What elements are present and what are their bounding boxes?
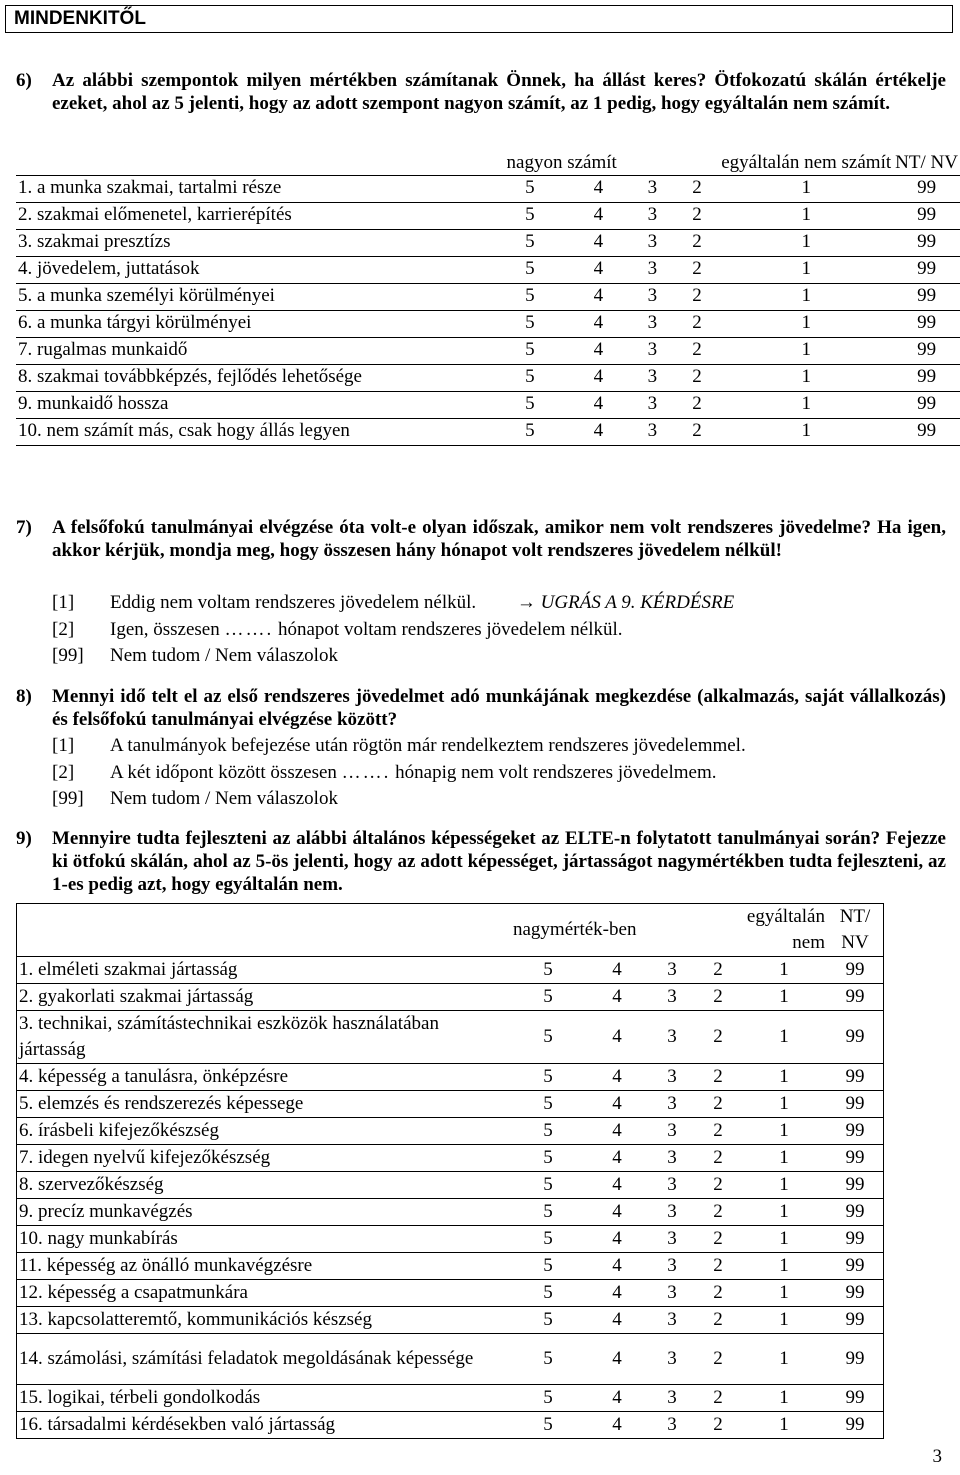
scale-head-nt: NT/ NV (827, 904, 884, 957)
rating-option-4[interactable]: 4 (593, 393, 604, 415)
rating-option-4[interactable]: 4 (593, 285, 604, 307)
rating-table-q6 (16, 152, 960, 446)
rating-option-2[interactable]: 2 (692, 285, 702, 307)
rating-option-1[interactable]: 1 (801, 312, 811, 334)
rating-option-1[interactable]: 1 (741, 1226, 827, 1253)
item-label: 2. gyakorlati szakmai jártasság (17, 984, 512, 1011)
table-row (17, 1145, 884, 1172)
rating-option-3[interactable]: 3 (649, 1280, 695, 1307)
table-row (16, 337, 960, 364)
question-8 (16, 686, 946, 732)
rating-option-4[interactable]: 4 (585, 1091, 649, 1118)
rating-option-1[interactable]: 1 (741, 1253, 827, 1280)
item-label: 7. idegen nyelvű kifejezőkészség (17, 1145, 512, 1172)
rating-option-4[interactable]: 4 (593, 177, 604, 199)
table-row (17, 1011, 884, 1064)
rating-option-4[interactable]: 4 (585, 1253, 649, 1280)
rating-option-1[interactable]: 1 (741, 1199, 827, 1226)
question-number: 6) (16, 70, 32, 91)
item-label: 13. kapcsolatteremtő, kommunikációs készség (17, 1307, 512, 1334)
rating-option-3[interactable]: 3 (649, 1145, 695, 1172)
rating-option-3[interactable]: 3 (647, 204, 658, 226)
months-blank[interactable]: ……. (224, 619, 274, 640)
rating-option-4[interactable]: 4 (593, 366, 604, 388)
rating-option-3[interactable]: 3 (649, 1118, 695, 1145)
item-label: 3. szakmai presztízs (18, 231, 171, 253)
rating-option-99[interactable]: 99 (827, 1385, 884, 1412)
rating-option-2[interactable]: 2 (695, 1226, 741, 1253)
item-label: 6. írásbeli kifejezőkészség (17, 1118, 512, 1145)
rating-option-1[interactable]: 1 (741, 984, 827, 1011)
rating-option-5[interactable]: 5 (525, 420, 535, 442)
rating-option-99[interactable]: 99 (827, 1334, 884, 1385)
item-label: 10. nem számít más, csak hogy állás legyen (18, 420, 350, 442)
rating-option-1[interactable]: 1 (741, 1280, 827, 1307)
rating-option-2[interactable]: 2 (692, 339, 702, 361)
table-row (16, 229, 960, 256)
rating-option-5[interactable]: 5 (525, 258, 535, 280)
rating-option-99[interactable]: 99 (827, 1412, 884, 1439)
rating-option-1[interactable]: 1 (801, 177, 811, 199)
item-label: 4. jövedelem, juttatások (18, 258, 200, 280)
rating-option-99[interactable]: 99 (827, 1280, 884, 1307)
rating-option-3[interactable]: 3 (649, 1226, 695, 1253)
rating-option-99[interactable]: 99 (917, 339, 937, 361)
item-label: 2. szakmai előmenetel, karrierépítés (18, 204, 292, 226)
table-row (17, 1307, 884, 1334)
rating-option-99[interactable]: 99 (917, 204, 937, 226)
rating-option-99[interactable]: 99 (827, 1199, 884, 1226)
rating-option-1[interactable]: 1 (801, 420, 811, 442)
answer-option-1[interactable]: [1] A tanulmányok befejezése után rögtön már rendelkeztem rendszeres jövedelemmel. (52, 735, 746, 756)
rating-option-2[interactable]: 2 (695, 1280, 741, 1307)
rating-option-1[interactable]: 1 (741, 1385, 827, 1412)
rating-option-2[interactable]: 2 (692, 258, 702, 280)
rating-option-2[interactable]: 2 (695, 1253, 741, 1280)
rating-option-5[interactable]: 5 (511, 1091, 585, 1118)
question-number: 7) (16, 517, 32, 538)
question-number: 8) (16, 686, 32, 707)
rating-option-5[interactable]: 5 (511, 1307, 585, 1334)
rating-option-1[interactable]: 1 (801, 339, 811, 361)
rating-option-3[interactable]: 3 (647, 177, 658, 199)
table-row (17, 1280, 884, 1307)
rating-option-99[interactable]: 99 (827, 1307, 884, 1334)
rating-option-4[interactable]: 4 (593, 339, 604, 361)
rating-option-5[interactable]: 5 (511, 1280, 585, 1307)
rating-option-5[interactable]: 5 (525, 177, 535, 199)
item-label: 4. képesség a tanulásra, önképzésre (17, 1064, 512, 1091)
rating-option-5[interactable]: 5 (511, 1334, 585, 1385)
rating-option-3[interactable]: 3 (649, 1385, 695, 1412)
rating-option-4[interactable]: 4 (585, 957, 649, 984)
rating-option-3[interactable]: 3 (649, 1253, 695, 1280)
rating-option-3[interactable]: 3 (649, 1412, 695, 1439)
rating-option-2[interactable]: 2 (695, 1064, 741, 1091)
item-label: 10. nagy munkabírás (17, 1226, 512, 1253)
rating-option-1[interactable]: 1 (801, 393, 811, 415)
question-text: Mennyi idő telt el az első rendszeres jövedelmet adó munkájának megkezdése (alkalmazás, saját vállalkozás) és felsőfokú tanulmányai elvégzése között? (52, 686, 946, 730)
rating-option-99[interactable]: 99 (827, 957, 884, 984)
answer-option-2[interactable]: [2] Igen, összesen ……. hónapot voltam rendszeres jövedelem nélkül. (52, 619, 623, 640)
item-label: 16. társadalmi kérdésekben való jártasság (17, 1412, 512, 1439)
answer-option-1[interactable]: [1] Eddig nem voltam rendszeres jövedelem nélkül. → UGRÁS A 9. KÉRDÉSRE (52, 592, 735, 613)
rating-option-4[interactable]: 4 (585, 1172, 649, 1199)
rating-option-4[interactable]: 4 (585, 1145, 649, 1172)
table-row (17, 1172, 884, 1199)
item-label: 7. rugalmas munkaidő (18, 339, 188, 361)
rating-option-4[interactable]: 4 (585, 1064, 649, 1091)
item-label: 11. képesség az önálló munkavégzésre (17, 1253, 512, 1280)
item-label: 14. számolási, számítási feladatok megoldásának képessége (17, 1334, 512, 1385)
answer-option-99[interactable]: [99] Nem tudom / Nem válaszolok (52, 788, 338, 809)
rating-option-1[interactable]: 1 (741, 957, 827, 984)
rating-option-99[interactable]: 99 (827, 1118, 884, 1145)
rating-option-4[interactable]: 4 (593, 258, 604, 280)
rating-option-2[interactable]: 2 (695, 1145, 741, 1172)
rating-option-99[interactable]: 99 (917, 366, 937, 388)
rating-option-4[interactable]: 4 (585, 1199, 649, 1226)
rating-option-1[interactable]: 1 (801, 258, 811, 280)
rating-option-2[interactable]: 2 (695, 1307, 741, 1334)
table-row (17, 1199, 884, 1226)
rating-option-3[interactable]: 3 (649, 1307, 695, 1334)
rating-option-99[interactable]: 99 (827, 1091, 884, 1118)
rating-option-5[interactable]: 5 (511, 1118, 585, 1145)
rating-option-5[interactable]: 5 (525, 285, 535, 307)
rating-option-3[interactable]: 3 (649, 1011, 695, 1064)
rating-option-99[interactable]: 99 (827, 1172, 884, 1199)
scale-head-high: nagyon számít (493, 152, 630, 175)
rating-option-5[interactable]: 5 (511, 1253, 585, 1280)
rating-option-4[interactable]: 4 (585, 1307, 649, 1334)
rating-option-5[interactable]: 5 (511, 1145, 585, 1172)
item-label: 8. szakmai továbbképzés, fejlődés lehetősége (18, 366, 362, 388)
table-row (17, 1226, 884, 1253)
months-blank[interactable]: ……. (341, 762, 391, 783)
rating-option-4[interactable]: 4 (585, 1118, 649, 1145)
table-row (17, 1334, 884, 1385)
table-row (17, 1412, 884, 1439)
rating-option-99[interactable]: 99 (827, 1064, 884, 1091)
rating-option-4[interactable]: 4 (593, 312, 604, 334)
rating-option-3[interactable]: 3 (647, 366, 658, 388)
rating-option-99[interactable]: 99 (917, 285, 937, 307)
rating-option-5[interactable]: 5 (525, 204, 535, 226)
rating-option-5[interactable]: 5 (525, 366, 535, 388)
rating-option-3[interactable]: 3 (649, 1064, 695, 1091)
rating-option-5[interactable]: 5 (525, 393, 535, 415)
rating-option-2[interactable]: 2 (692, 231, 702, 253)
rating-option-4[interactable]: 4 (585, 1412, 649, 1439)
rating-option-3[interactable]: 3 (647, 285, 658, 307)
answer-option-99[interactable]: [99] Nem tudom / Nem válaszolok (52, 645, 338, 666)
rating-option-3[interactable]: 3 (647, 258, 658, 280)
rating-option-3[interactable]: 3 (649, 1091, 695, 1118)
item-label: 1. a munka szakmai, tartalmi része (18, 177, 282, 199)
rating-option-5[interactable]: 5 (511, 1172, 585, 1199)
item-label: 15. logikai, térbeli gondolkodás (17, 1385, 512, 1412)
answer-option-2[interactable]: [2] A két időpont között összesen ……. hónapig nem volt rendszeres jövedelmem. (52, 762, 717, 783)
rating-option-1[interactable]: 1 (741, 1011, 827, 1064)
table-row (16, 202, 960, 229)
rating-option-3[interactable]: 3 (647, 312, 658, 334)
rating-option-99[interactable]: 99 (917, 258, 937, 280)
rating-option-1[interactable]: 1 (741, 1064, 827, 1091)
table-row (17, 1385, 884, 1412)
rating-option-2[interactable]: 2 (695, 1118, 741, 1145)
rating-option-99[interactable]: 99 (827, 1011, 884, 1064)
table-row (16, 391, 960, 418)
rating-option-2[interactable]: 2 (692, 177, 702, 199)
rating-option-4[interactable]: 4 (593, 204, 604, 226)
rating-option-1[interactable]: 1 (801, 231, 811, 253)
rating-option-99[interactable]: 99 (917, 420, 937, 442)
item-label: 12. képesség a csapatmunkára (17, 1280, 512, 1307)
rating-table-q9 (16, 903, 884, 1439)
table-row (16, 256, 960, 283)
question-text: Mennyire tudta fejleszteni az alábbi általános képességeket az ELTE-n folytatott tanulmányai során? Fejezze ki ötfokú skálán, ahol az 5-ös jelenti, hogy az adott képességet, jártasságot nagymértékben tudta fejleszteni, az 1-es pedig azt, hogy egyáltalán nem. (52, 828, 946, 895)
rating-option-3[interactable]: 3 (649, 1172, 695, 1199)
rating-option-5[interactable]: 5 (511, 1011, 585, 1064)
scale-head-low: egyáltalán nem számít (719, 152, 893, 175)
item-label: 5. a munka személyi körülményei (18, 285, 275, 307)
rating-option-4[interactable]: 4 (585, 1226, 649, 1253)
rating-option-1[interactable]: 1 (801, 285, 811, 307)
rating-option-5[interactable]: 5 (511, 957, 585, 984)
rating-option-4[interactable]: 4 (585, 984, 649, 1011)
rating-option-2[interactable]: 2 (692, 393, 702, 415)
question-9 (16, 828, 946, 896)
rating-option-2[interactable]: 2 (692, 204, 702, 226)
item-label: 3. technikai, számítástechnikai eszközök használatában jártasság (17, 1011, 512, 1064)
rating-option-1[interactable]: 1 (801, 366, 811, 388)
scale-head-nt: NT/ NV (893, 152, 960, 175)
rating-option-3[interactable]: 3 (647, 339, 658, 361)
rating-option-1[interactable]: 1 (741, 1118, 827, 1145)
rating-option-99[interactable]: 99 (827, 1145, 884, 1172)
rating-option-2[interactable]: 2 (692, 420, 702, 442)
rating-option-5[interactable]: 5 (511, 984, 585, 1011)
question-6 (16, 70, 946, 116)
rating-option-5[interactable]: 5 (511, 1226, 585, 1253)
rating-option-5[interactable]: 5 (525, 312, 535, 334)
item-label: 9. precíz munkavégzés (17, 1199, 512, 1226)
rating-option-2[interactable]: 2 (695, 1385, 741, 1412)
rating-option-3[interactable]: 3 (647, 393, 658, 415)
section-header: MINDENKITŐL (5, 5, 953, 33)
question-text: Az alábbi szempontok milyen mértékben számítanak Önnek, ha állást keres? Ötfokozatú skálán értékelje ezeket, ahol az 5 jelenti, hogy az adott szempont nagyon számít, az 1 pedig, hogy egyáltalán nem számít. (52, 70, 946, 114)
table-row (17, 1118, 884, 1145)
question-7 (16, 517, 946, 563)
rating-option-5[interactable]: 5 (525, 339, 535, 361)
table-row (17, 957, 884, 984)
rating-option-4[interactable]: 4 (585, 1385, 649, 1412)
skip-instruction: → UGRÁS A 9. KÉRDÉSRE (516, 592, 735, 613)
rating-option-3[interactable]: 3 (649, 984, 695, 1011)
rating-option-99[interactable]: 99 (917, 312, 937, 334)
rating-option-5[interactable]: 5 (511, 1385, 585, 1412)
rating-option-5[interactable]: 5 (511, 1199, 585, 1226)
rating-option-4[interactable]: 4 (593, 420, 604, 442)
table-row (17, 1091, 884, 1118)
question-text: A felsőfokú tanulmányai elvégzése óta volt-e olyan időszak, amikor nem volt rendszeres jövedelme? Ha igen, akkor kérjük, mondja meg, hogy összesen hány hónapot volt rendszeres jövedelem nélkül! (52, 517, 946, 561)
rating-option-1[interactable]: 1 (741, 1091, 827, 1118)
rating-option-4[interactable]: 4 (585, 1334, 649, 1385)
rating-option-3[interactable]: 3 (649, 1199, 695, 1226)
table-row (16, 175, 960, 202)
item-label: 8. szervezőkészség (17, 1172, 512, 1199)
rating-option-2[interactable]: 2 (695, 984, 741, 1011)
question-number: 9) (16, 828, 32, 849)
table-row (17, 1253, 884, 1280)
item-label: 9. munkaidő hossza (18, 393, 169, 415)
table-row (16, 364, 960, 391)
rating-option-1[interactable]: 1 (741, 1412, 827, 1439)
rating-option-5[interactable]: 5 (525, 231, 535, 253)
rating-option-2[interactable]: 2 (695, 1199, 741, 1226)
rating-option-99[interactable]: 99 (917, 177, 937, 199)
rating-option-99[interactable]: 99 (827, 1253, 884, 1280)
table-row (16, 418, 960, 445)
rating-option-1[interactable]: 1 (741, 1145, 827, 1172)
rating-option-4[interactable]: 4 (585, 1280, 649, 1307)
item-label: 6. a munka tárgyi körülményei (18, 312, 252, 334)
table-row (16, 283, 960, 310)
page-number: 3 (932, 1446, 942, 1468)
table-row (16, 310, 960, 337)
rating-option-2[interactable]: 2 (695, 1334, 741, 1385)
rating-option-99[interactable]: 99 (827, 1226, 884, 1253)
rating-option-3[interactable]: 3 (649, 1334, 695, 1385)
rating-option-3[interactable]: 3 (647, 420, 658, 442)
table-row (17, 1064, 884, 1091)
scale-head-low: egyáltalán nem (741, 904, 827, 957)
rating-option-2[interactable]: 2 (695, 1412, 741, 1439)
rating-option-3[interactable]: 3 (649, 957, 695, 984)
rating-option-99[interactable]: 99 (917, 231, 937, 253)
rating-option-5[interactable]: 5 (511, 1064, 585, 1091)
rating-option-2[interactable]: 2 (695, 1172, 741, 1199)
table-row (17, 984, 884, 1011)
rating-option-1[interactable]: 1 (801, 204, 811, 226)
rating-option-4[interactable]: 4 (593, 231, 604, 253)
rating-option-3[interactable]: 3 (647, 231, 658, 253)
rating-option-5[interactable]: 5 (511, 1412, 585, 1439)
rating-option-2[interactable]: 2 (692, 312, 702, 334)
rating-option-1[interactable]: 1 (741, 1307, 827, 1334)
rating-option-2[interactable]: 2 (695, 1011, 741, 1064)
scale-head-high: nagymérték-ben (511, 904, 649, 957)
item-label: 5. elemzés és rendszerezés képessege (17, 1091, 512, 1118)
rating-option-1[interactable]: 1 (741, 1172, 827, 1199)
rating-option-4[interactable]: 4 (585, 1011, 649, 1064)
rating-option-99[interactable]: 99 (917, 393, 937, 415)
rating-option-2[interactable]: 2 (695, 957, 741, 984)
item-label: 1. elméleti szakmai jártasság (17, 957, 512, 984)
rating-option-2[interactable]: 2 (692, 366, 702, 388)
rating-option-1[interactable]: 1 (741, 1334, 827, 1385)
rating-option-2[interactable]: 2 (695, 1091, 741, 1118)
rating-option-99[interactable]: 99 (827, 984, 884, 1011)
